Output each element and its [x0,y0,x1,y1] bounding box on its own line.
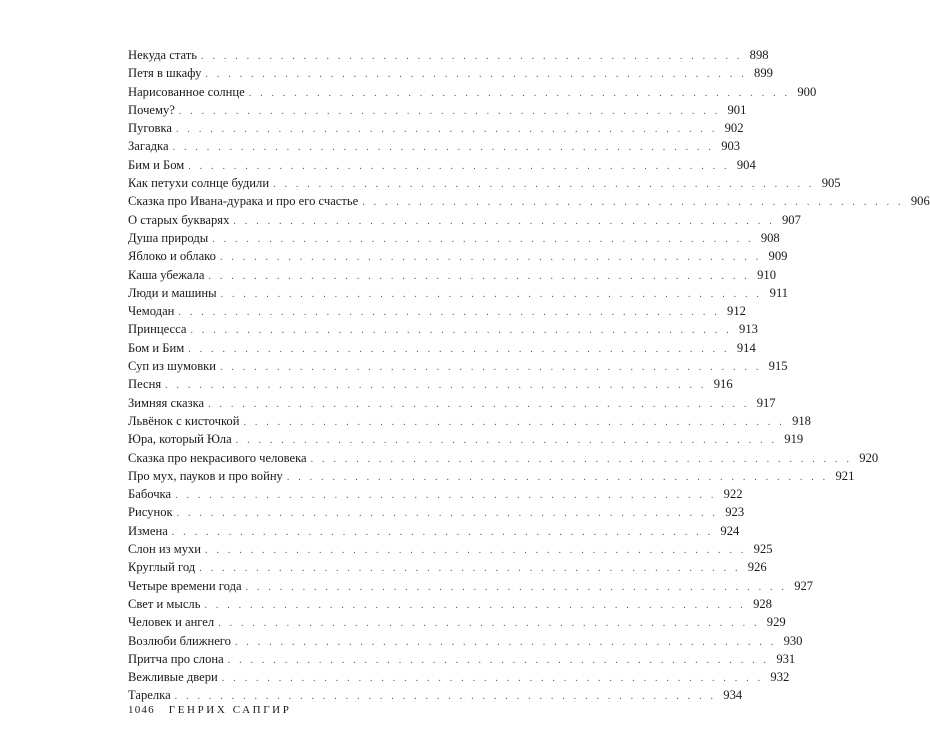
dot-leader: . . . . . . . . . . . . . . . . . . . . . . . . . . . . . . . . . . . . . . . . . . . . . . . . [310,453,853,465]
toc-entry-title: Возлюби ближнего [128,632,235,650]
toc-entry-page: 904 [736,157,756,172]
toc-entry-page: 929 [766,615,786,630]
toc-entry-title: Петя в шкафу [128,64,205,82]
dot-leader: . . . . . . . . . . . . . . . . . . . . . . . . . . . . . . . . . . . . . . . . . . . . . . . . [234,636,777,648]
toc-entry-page: 907 [782,212,801,227]
toc-entry [128,46,769,64]
dot-leader: . . . . . . . . . . . . . . . . . . . . . . . . . . . . . . . . . . . . . . . . . . . . . . . . [205,545,747,557]
toc-entry-title: Круглый год [128,558,199,576]
toc-entry-page: 913 [739,322,758,337]
toc-entry-page: 900 [797,84,817,99]
toc-entry-title: Слон из мухи [128,540,205,558]
toc-entry-title: Бом и Бим [128,339,188,357]
toc-entry [128,650,796,668]
dot-leader: . . . . . . . . . . . . . . . . . . . . . . . . . . . . . . . . . . . . . . . . . . . . . . . . [190,325,732,337]
dot-leader: . . . . . . . . . . . . . . . . . . . . . . . . . . . . . . . . . . . . . . . . . . . . . . . . [248,87,791,99]
toc-entry [128,174,841,192]
toc-entry [128,137,741,155]
toc-entry [128,357,788,375]
toc-entry-title: Про мух, пауков и про войну [128,467,287,485]
toc-entry [128,412,811,430]
toc-entry [128,339,756,357]
toc-entry-page: 911 [769,285,789,300]
toc-entry [128,64,773,82]
toc-entry-title: Сказка про некрасивого человека [128,449,311,467]
toc-entry-page: 901 [727,102,747,117]
toc-entry-title: Каша убежала [128,266,209,284]
toc-entry-title: Люди и машины [128,284,221,302]
toc-entry [128,302,746,320]
dot-leader: . . . . . . . . . . . . . . . . . . . . . . . . . . . . . . . . . . . . . . . . . . . . . . . . [171,526,714,538]
toc-entry [128,192,930,210]
toc-entry [128,522,740,540]
page-number: 1046 [128,704,155,716]
dot-leader: . . . . . . . . . . . . . . . . . . . . . . . . . . . . . . . . . . . . . . . . . . . . . . . . [273,179,815,191]
toc-entry [128,211,801,229]
toc-entry-title: Юра, который Юла [128,430,236,448]
toc-entry [128,83,817,101]
toc-entry [128,668,790,686]
toc-entry-page: 899 [754,66,773,81]
toc-entry [128,247,788,265]
toc-entry-page: 914 [736,340,756,355]
toc-entry-title: Измена [128,522,172,540]
toc-entry-page: 910 [757,267,776,282]
toc-entry-page: 906 [910,194,930,209]
dot-leader: . . . . . . . . . . . . . . . . . . . . . . . . . . . . . . . . . . . . . . . . . . . . . . . . [235,435,778,447]
toc-entry-title: Человек и ангел [128,613,218,631]
dot-leader: . . . . . . . . . . . . . . . . . . . . . . . . . . . . . . . . . . . . . . . . . . . . . . . . [199,563,741,575]
toc-entry-title: Почему? [128,101,179,119]
toc-entry-title: Суп из шумовки [128,357,220,375]
dot-leader: . . . . . . . . . . . . . . . . . . . . . . . . . . . . . . . . . . . . . . . . . . . . . . . . [188,160,730,172]
dot-leader: . . . . . . . . . . . . . . . . . . . . . . . . . . . . . . . . . . . . . . . . . . . . . . . . [205,69,747,81]
dot-leader: . . . . . . . . . . . . . . . . . . . . . . . . . . . . . . . . . . . . . . . . . . . . . . . . [178,105,721,117]
dot-leader: . . . . . . . . . . . . . . . . . . . . . . . . . . . . . . . . . . . . . . . . . . . . . . . . [176,124,718,136]
toc-entry-page: 926 [747,560,767,575]
running-head-author: ГЕНРИХ САПГИР [168,704,292,716]
toc-entry [128,558,767,576]
toc-entry-page: 934 [723,688,743,703]
toc-entry [128,503,745,521]
dot-leader: . . . . . . . . . . . . . . . . . . . . . . . . . . . . . . . . . . . . . . . . . . . . . . . . [221,673,764,685]
toc-entry-page: 924 [720,523,740,538]
toc-entry-title: Сказка про Ивана-дурака и про его счастье [128,192,362,210]
dot-leader: . . . . . . . . . . . . . . . . . . . . . . . . . . . . . . . . . . . . . . . . . . . . . . . . [220,362,762,374]
dot-leader: . . . . . . . . . . . . . . . . . . . . . . . . . . . . . . . . . . . . . . . . . . . . . . . . [208,398,750,410]
dot-leader: . . . . . . . . . . . . . . . . . . . . . . . . . . . . . . . . . . . . . . . . . . . . . . . . [233,215,775,227]
dot-leader: . . . . . . . . . . . . . . . . . . . . . . . . . . . . . . . . . . . . . . . . . . . . . . . . [204,599,746,611]
dot-leader: . . . . . . . . . . . . . . . . . . . . . . . . . . . . . . . . . . . . . . . . . . . . . . . . [212,233,754,245]
toc-entry-title: Песня [128,375,165,393]
toc-entry-page: 903 [721,139,741,154]
toc-entry [128,467,855,485]
toc-entry [128,156,756,174]
dot-leader: . . . . . . . . . . . . . . . . . . . . . . . . . . . . . . . . . . . . . . . . . . . . . . . . [178,307,720,319]
toc-entry-title: Душа природы [128,229,212,247]
toc-entry-title: Свет и мысль [128,595,204,613]
toc-entry-page: 922 [723,487,743,502]
toc-entry-title: Зимняя сказка [128,394,208,412]
toc-entry-page: 921 [835,468,855,483]
dot-leader: . . . . . . . . . . . . . . . . . . . . . . . . . . . . . . . . . . . . . . . . . . . . . . . . [218,618,760,630]
toc-entry [128,595,772,613]
toc-entry-page: 898 [749,48,769,62]
toc-entry-title: Бим и Бом [128,156,188,174]
toc-entry [128,266,776,284]
dot-leader: . . . . . . . . . . . . . . . . . . . . . . . . . . . . . . . . . . . . . . . . . . . . . . . . [227,654,770,666]
dot-leader: . . . . . . . . . . . . . . . . . . . . . . . . . . . . . . . . . . . . . . . . . . . . . . . . [286,471,829,483]
dot-leader: . . . . . . . . . . . . . . . . . . . . . . . . . . . . . . . . . . . . . . . . . . . . . . . . [188,343,730,355]
dot-leader: . . . . . . . . . . . . . . . . . . . . . . . . . . . . . . . . . . . . . . . . . . . . . . . . [174,691,717,703]
toc-entry [128,540,773,558]
dot-leader: . . . . . . . . . . . . . . . . . . . . . . . . . . . . . . . . . . . . . . . . . . . . . . . . [208,270,750,282]
toc-entry [128,284,789,302]
toc-entry [128,632,803,650]
toc-entry-page: 923 [725,505,745,520]
toc-entry-title: Бабочка [128,485,175,503]
toc-entry-page: 916 [713,377,733,392]
toc-entry-title: Некуда стать [128,46,201,64]
toc-entry [128,119,744,137]
toc-entry [128,577,814,595]
toc-entry-page: 925 [753,542,773,557]
toc-entry-page: 927 [794,578,814,593]
toc-entry-title: О старых букварях [128,211,233,229]
toc-entry [128,613,786,631]
toc-entry-title: Загадка [128,137,173,155]
dot-leader: . . . . . . . . . . . . . . . . . . . . . . . . . . . . . . . . . . . . . . . . . . . . . . . . [220,288,763,300]
toc-entry [128,101,747,119]
toc-entry [128,394,776,412]
toc-entry-title: Рисунок [128,503,177,521]
toc-entry-page: 917 [756,395,776,410]
toc-entry-title: Четыре времени года [128,577,246,595]
toc-entry-title: Тарелка [128,686,175,704]
toc-entry-title: Притча про слона [128,650,228,668]
toc-entry [128,229,780,247]
dot-leader: . . . . . . . . . . . . . . . . . . . . . . . . . . . . . . . . . . . . . . . . . . . . . . . . [245,581,788,593]
dot-leader: . . . . . . . . . . . . . . . . . . . . . . . . . . . . . . . . . . . . . . . . . . . . . . . . [165,380,707,392]
toc-entry [128,485,743,503]
toc-entry [128,320,758,338]
toc-entry-title: Принцесса [128,320,190,338]
dot-leader: . . . . . . . . . . . . . . . . . . . . . . . . . . . . . . . . . . . . . . . . . . . . . . . . [243,416,785,428]
toc-entry-page: 912 [727,304,746,319]
toc-entry-page: 915 [768,359,788,374]
toc-entry [128,449,879,467]
toc-entry [128,375,733,393]
dot-leader: . . . . . . . . . . . . . . . . . . . . . . . . . . . . . . . . . . . . . . . . . . . . . . . . [201,51,743,62]
toc-entry-page: 932 [770,670,790,685]
toc-entry-page: 908 [760,230,780,245]
toc-entry-title: Вежливые двери [128,668,222,686]
toc-entry-page: 928 [753,596,772,611]
toc-entry-title: Львёнок с кисточкой [128,412,243,430]
page-footer [128,704,291,716]
toc-entry-title: Чемодан [128,302,178,320]
toc-entry-title: Яблоко и облако [128,247,220,265]
toc-entry-page: 909 [768,249,788,264]
dot-leader: . . . . . . . . . . . . . . . . . . . . . . . . . . . . . . . . . . . . . . . . . . . . . . . . [362,197,904,209]
dot-leader: . . . . . . . . . . . . . . . . . . . . . . . . . . . . . . . . . . . . . . . . . . . . . . . . [176,508,719,520]
toc-entry-title: Как петухи солнце будили [128,174,273,192]
toc-entry-title: Пуговка [128,119,176,137]
table-of-contents [128,46,930,705]
dot-leader: . . . . . . . . . . . . . . . . . . . . . . . . . . . . . . . . . . . . . . . . . . . . . . . . [175,490,717,502]
toc-entry-page: 920 [859,450,879,465]
toc-entry [128,430,804,448]
dot-leader: . . . . . . . . . . . . . . . . . . . . . . . . . . . . . . . . . . . . . . . . . . . . . . . . [219,252,762,264]
toc-entry-page: 905 [821,176,841,191]
toc-entry-page: 931 [776,651,796,666]
toc-entry [128,686,743,704]
dot-leader: . . . . . . . . . . . . . . . . . . . . . . . . . . . . . . . . . . . . . . . . . . . . . . . . [172,142,715,154]
toc-entry-page: 930 [783,633,803,648]
toc-entry-page: 918 [792,413,811,428]
toc-entry-title: Нарисованное солнце [128,83,249,101]
toc-entry-page: 902 [724,121,744,136]
toc-entry-page: 919 [784,432,804,447]
